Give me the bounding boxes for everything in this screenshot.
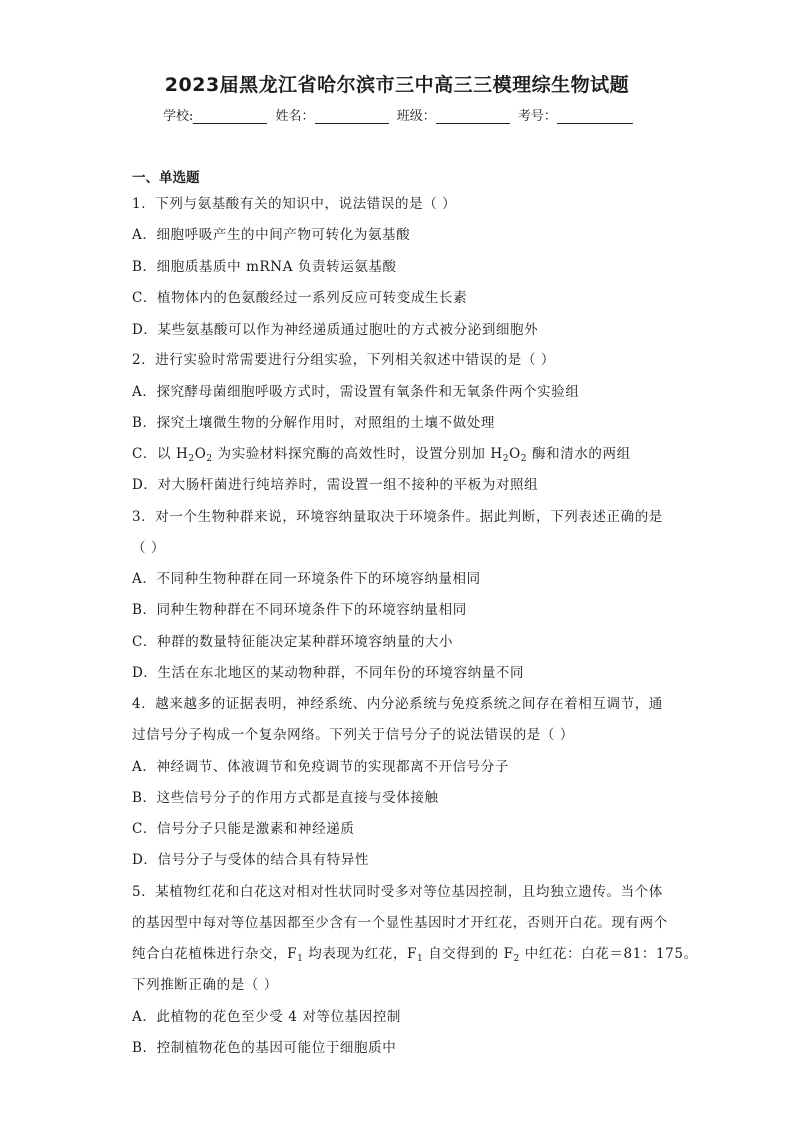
q5-stem-line4: 下列推断正确的是（ ） bbox=[132, 977, 278, 993]
q3-stem-line1: 3．对一个生物种群来说，环境容纳量取决于环境条件。据此判断，下列表述正确的是 bbox=[132, 509, 663, 525]
q5-stem-line2: 的基因型中每对等位基因都至少含有一个显性基因时才开红花，否则开白花。现有两个 bbox=[132, 915, 668, 931]
school-blank[interactable] bbox=[193, 109, 267, 124]
q4-option-c: C．信号分子只能是激素和神经递质 bbox=[132, 821, 355, 837]
q3-option-d: D．生活在东北地区的某动物种群，不同年份的环境容纳量不同 bbox=[132, 665, 525, 681]
q2-option-d: D．对大肠杆菌进行纯培养时，需设置一组不接种的平板为对照组 bbox=[132, 477, 539, 493]
class-blank[interactable] bbox=[436, 109, 510, 124]
q5-stem-line1: 5．某植物红花和白花这对相对性状同时受多对等位基因控制，且均独立遗传。当个体 bbox=[132, 884, 663, 900]
q3-option-b: B．同种生物种群在不同环境条件下的环境容纳量相同 bbox=[132, 602, 467, 618]
q4-option-d: D．信号分子与受体的结合具有特异性 bbox=[132, 852, 370, 868]
q4-option-b: B．这些信号分子的作用方式都是直接与受体接触 bbox=[132, 790, 439, 806]
q2-option-b: B．探究土壤微生物的分解作用时，对照组的土壤不做处理 bbox=[132, 415, 496, 431]
q4-option-a: A．神经调节、体液调节和免疫调节的实现都离不开信号分子 bbox=[132, 759, 509, 775]
q1-stem: 1．下列与氨基酸有关的知识中，说法错误的是（ ） bbox=[132, 196, 457, 212]
q5-option-b: B．控制植物花色的基因可能位于细胞质中 bbox=[132, 1040, 397, 1056]
class-label: 班级： bbox=[396, 109, 436, 124]
name-label: 姓名： bbox=[275, 109, 315, 124]
q4-stem-line2: 过信号分子构成一个复杂网络。下列关于信号分子的说法错误的是（ ） bbox=[132, 727, 574, 743]
q1-option-c: C．植物体内的色氨酸经过一系列反应可转变成生长素 bbox=[132, 290, 468, 306]
q1-option-a: A．细胞呼吸产生的中间产物可转化为氨基酸 bbox=[132, 227, 411, 243]
q1-option-d: D．某些氨基酸可以作为神经递质通过胞吐的方式被分泌到细胞外 bbox=[132, 322, 539, 338]
name-blank[interactable] bbox=[315, 109, 389, 124]
number-label: 考号： bbox=[517, 109, 557, 124]
q3-stem-line2: （ ） bbox=[132, 540, 166, 556]
q2-option-c: C．以 $H_2O_2$ 为实验材料探究酶的高效性时，设置分别加 $H_2O_2$ 酶和清水的两组 bbox=[132, 446, 631, 464]
q1-option-b: B．细胞质基质中 mRNA 负责转运氨基酸 bbox=[132, 259, 397, 275]
number-blank[interactable] bbox=[557, 109, 633, 124]
student-info-row bbox=[163, 105, 637, 124]
q5-option-a: A．此植物的花色至少受 4 对等位基因控制 bbox=[132, 1009, 402, 1025]
q3-option-a: A．不同种生物种群在同一环境条件下的环境容纳量相同 bbox=[132, 571, 481, 587]
q3-option-c: C．种群的数量特征能决定某种群环境容纳量的大小 bbox=[132, 634, 454, 650]
q2-option-a: A．探究酵母菌细胞呼吸方式时，需设置有氧条件和无氧条件两个实验组 bbox=[132, 384, 580, 400]
q4-stem-line1: 4．越来越多的证据表明，神经系统、内分泌系统与免疫系统之间存在着相互调节，通 bbox=[132, 696, 663, 712]
school-label: 学校: bbox=[163, 109, 194, 124]
section-heading: 一、单选题 bbox=[132, 170, 200, 186]
q5-stem-line3: 纯合白花植株进行杂交，$F_1$ 均表现为红花，$F_1$ 自交得到的 $F_2$ 中红花：白花＝81：175。 bbox=[132, 946, 698, 964]
q2-stem: 2．进行实验时常需要进行分组实验，下列相关叙述中错误的是（ ） bbox=[132, 352, 555, 368]
exam-title: 2023届黑龙江省哈尔滨市三中高三三模理综生物试题 bbox=[164, 74, 630, 96]
